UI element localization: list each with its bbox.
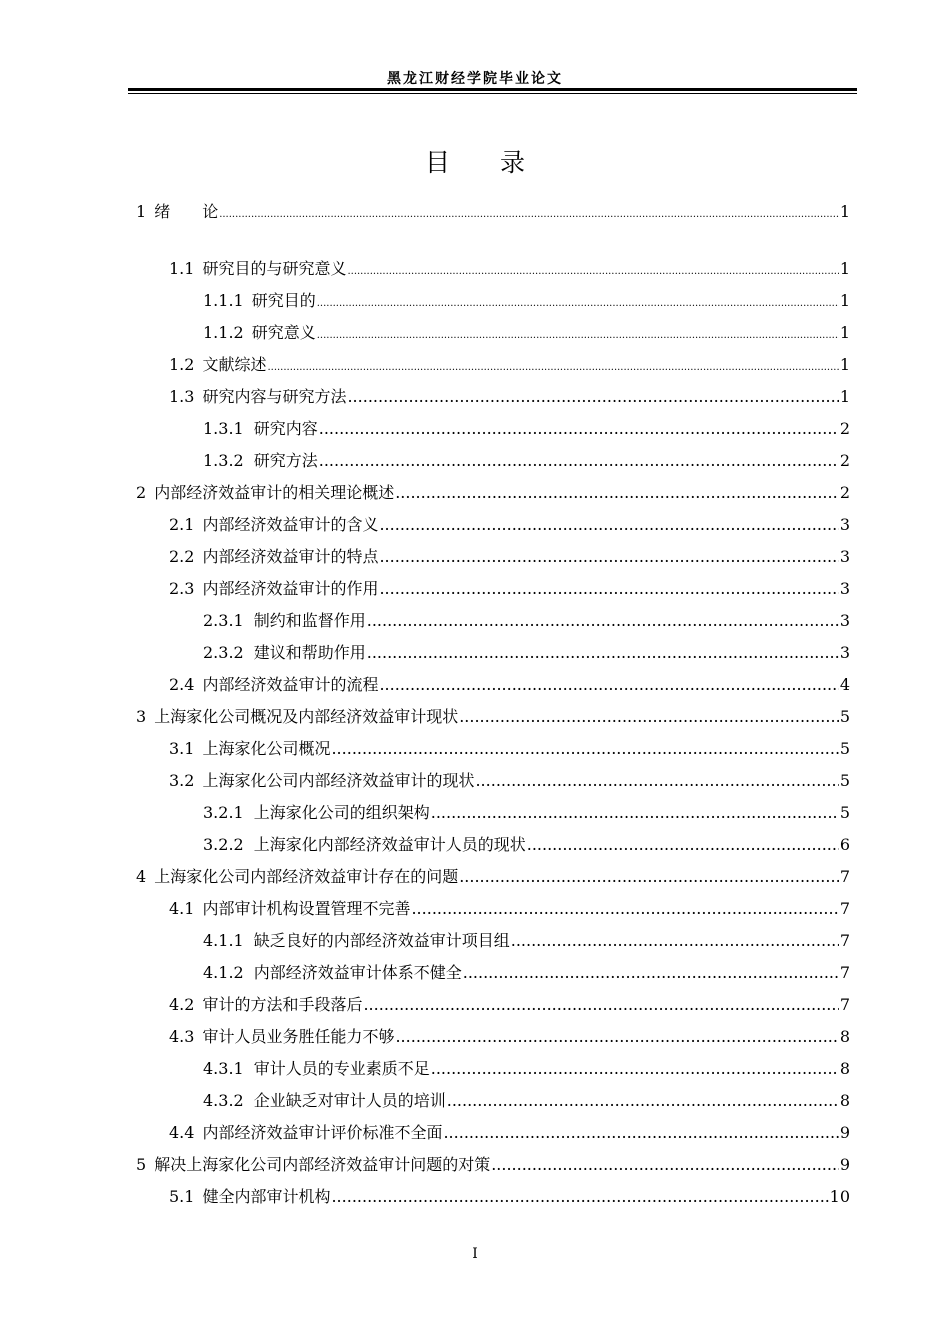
toc-entry-leader — [395, 482, 839, 504]
toc-entry-page: 3 — [839, 643, 850, 662]
toc-entry-page: 10 — [829, 1187, 850, 1206]
toc-entry-label: 审计的方法和手段落后 — [202, 995, 363, 1014]
toc-entry-page: 7 — [839, 931, 850, 950]
toc-entry-leader — [527, 834, 839, 856]
toc-entry-leader — [475, 770, 838, 792]
toc-entry-label: 研究内容 — [253, 419, 318, 438]
toc-entry-page: 4 — [839, 675, 850, 694]
toc-entry-number: 4 — [136, 867, 147, 886]
toc-entry-number: 4.3 — [169, 1027, 195, 1046]
toc-entry-page: 9 — [839, 1123, 850, 1142]
toc-entry[interactable] — [136, 1154, 850, 1176]
toc-entry-label: 内部经济效益审计体系不健全 — [253, 963, 462, 982]
toc-entry-number: 2.4 — [169, 675, 195, 694]
header-title: 黑龙江财经学院毕业论文 — [387, 71, 563, 87]
toc-entry[interactable] — [169, 546, 850, 568]
toc-entry-label: 文献综述 — [202, 355, 267, 374]
toc-entry-page: 7 — [839, 867, 850, 886]
footer-page-number: I — [472, 1246, 478, 1262]
toc-entry-page: 7 — [839, 899, 850, 918]
toc-entry-page: 9 — [839, 1155, 850, 1174]
toc-entry-leader — [379, 514, 838, 536]
toc-entry-leader — [431, 1058, 839, 1080]
toc-entry-label: 上海家化公司的组织架构 — [253, 803, 430, 822]
toc-entry-number: 5.1 — [169, 1187, 195, 1206]
toc-entry[interactable] — [203, 418, 850, 440]
toc-entry-leader — [317, 290, 839, 315]
toc-entry-number: 1.3 — [169, 387, 195, 406]
toc-entry-page: 1 — [839, 259, 850, 278]
toc-entry[interactable] — [203, 290, 850, 312]
toc-entry-number: 1.3.1 — [203, 419, 244, 438]
toc-entry-page: 2 — [839, 451, 850, 470]
toc-entry-page: 1 — [839, 387, 850, 406]
toc-entry-leader — [463, 962, 839, 984]
toc-entry-number: 1.2 — [169, 355, 195, 374]
toc-entry-leader — [347, 386, 838, 408]
toc-entry-number: 4.4 — [169, 1123, 195, 1142]
toc-entry-leader — [367, 642, 839, 664]
toc-entry[interactable] — [203, 642, 850, 664]
toc-entry[interactable] — [203, 834, 850, 856]
toc-entry-number: 2.2 — [169, 547, 195, 566]
toc-entry[interactable] — [169, 898, 850, 920]
toc-entry-label: 上海家化公司内部经济效益审计存在的问题 — [154, 867, 459, 886]
toc-entry-label: 审计人员的专业素质不足 — [253, 1059, 430, 1078]
toc-entry[interactable] — [203, 962, 850, 984]
toc-entry-number: 3 — [136, 707, 147, 726]
toc-title — [0, 143, 950, 179]
toc-entry-page: 1 — [839, 202, 850, 221]
toc-entry[interactable] — [169, 386, 850, 408]
toc-entry-leader — [411, 898, 838, 920]
header-rule-thin — [128, 93, 857, 94]
header-rule-thick — [128, 88, 857, 91]
toc-entry[interactable] — [203, 1090, 850, 1112]
toc-entry[interactable] — [169, 354, 850, 376]
toc-entry[interactable] — [203, 322, 850, 344]
toc-entry-leader — [219, 201, 839, 226]
toc-entry-page: 5 — [839, 707, 850, 726]
toc-entry-leader — [347, 258, 838, 283]
toc-entry-leader — [395, 1026, 838, 1048]
toc-entry-page: 7 — [839, 995, 850, 1014]
toc-entry[interactable] — [203, 610, 850, 632]
toc-entry-number: 1.1.1 — [203, 291, 244, 310]
toc-entry-number: 2.1 — [169, 515, 195, 534]
toc-entry-leader — [443, 1122, 838, 1144]
toc-entry[interactable] — [169, 738, 850, 760]
toc-entry-label: 内部审计机构设置管理不完善 — [202, 899, 411, 918]
toc-entry-label: 上海家化公司内部经济效益审计的现状 — [202, 771, 475, 790]
toc-entry-number: 2.3 — [169, 579, 195, 598]
toc-entry[interactable] — [203, 450, 850, 472]
toc-entry-page: 5 — [839, 803, 850, 822]
toc-entry[interactable] — [136, 866, 850, 888]
toc-entry[interactable] — [203, 802, 850, 824]
toc-entry-number: 2 — [136, 483, 147, 502]
toc-entry-leader — [363, 994, 838, 1016]
toc-entry-leader — [331, 1186, 828, 1208]
toc-entry-number: 4.1.1 — [203, 931, 244, 950]
toc-entry[interactable] — [169, 1026, 850, 1048]
toc-entry[interactable] — [136, 706, 850, 728]
toc-entry-number: 1.1.2 — [203, 323, 244, 342]
toc-entry[interactable] — [169, 514, 850, 536]
toc-entry-page: 1 — [839, 291, 850, 310]
toc-entry-page: 8 — [839, 1059, 850, 1078]
toc-entry-leader — [319, 418, 839, 440]
toc-entry-leader — [367, 610, 839, 632]
toc-entry-label: 研究方法 — [253, 451, 318, 470]
toc-entry-leader — [459, 706, 839, 728]
toc-entry-number: 4.3.1 — [203, 1059, 244, 1078]
toc-entry-leader — [491, 1154, 839, 1176]
toc-entry-leader — [431, 802, 839, 824]
toc-entry-leader — [459, 866, 839, 888]
toc-entry-number: 5 — [136, 1155, 147, 1174]
toc-entry-page: 7 — [839, 963, 850, 982]
toc-entry-label: 绪 论 — [154, 202, 219, 221]
toc-entry-label: 内部经济效益审计的含义 — [202, 515, 379, 534]
toc-entry-leader — [511, 930, 839, 952]
toc-entry[interactable] — [169, 1186, 850, 1208]
toc-entry-label: 缺乏良好的内部经济效益审计项目组 — [253, 931, 510, 950]
toc-entry-page: 8 — [839, 1027, 850, 1046]
toc-entry[interactable] — [203, 1058, 850, 1080]
toc-entry-number: 1.3.2 — [203, 451, 244, 470]
toc-entry-leader — [267, 354, 838, 379]
toc-entry-label: 审计人员业务胜任能力不够 — [202, 1027, 395, 1046]
toc-entry-number: 2.3.2 — [203, 643, 244, 662]
toc-entry-leader — [317, 322, 839, 347]
toc-entry-page: 3 — [839, 515, 850, 534]
toc-entry[interactable] — [136, 482, 850, 504]
toc-entry-number: 4.1 — [169, 899, 195, 918]
toc-entry-number: 4.3.2 — [203, 1091, 244, 1110]
toc-entry-label: 内部经济效益审计评价标准不全面 — [202, 1123, 443, 1142]
toc-entry-label: 研究内容与研究方法 — [202, 387, 347, 406]
toc-entry[interactable] — [169, 674, 850, 696]
toc-entry-page: 2 — [839, 483, 850, 502]
toc-entry-leader — [379, 674, 838, 696]
toc-entry-number: 3.2 — [169, 771, 195, 790]
toc-entry-label: 内部经济效益审计的特点 — [202, 547, 379, 566]
toc-entry-label: 内部经济效益审计的作用 — [202, 579, 379, 598]
toc-entry[interactable] — [169, 578, 850, 600]
toc-entry-leader — [447, 1090, 839, 1112]
toc-entry-number: 4.2 — [169, 995, 195, 1014]
toc-entry[interactable] — [169, 258, 850, 280]
toc-entry-page: 6 — [839, 835, 850, 854]
toc-entry-leader — [379, 578, 838, 600]
toc-entry[interactable] — [169, 770, 850, 792]
toc-entry-label: 研究目的 — [251, 291, 316, 310]
toc-entry-page: 5 — [839, 771, 850, 790]
toc-entry-number: 4.1.2 — [203, 963, 244, 982]
toc-entry-leader — [319, 450, 839, 472]
toc-entry[interactable] — [203, 930, 850, 952]
toc-entry-label: 上海家化内部经济效益审计人员的现状 — [253, 835, 526, 854]
toc-entry-page: 3 — [839, 611, 850, 630]
toc-entry-label: 健全内部审计机构 — [202, 1187, 331, 1206]
toc-entry-label: 企业缺乏对审计人员的培训 — [253, 1091, 446, 1110]
toc-title-char-2: 录 — [500, 148, 526, 177]
toc-entry-number: 1 — [136, 202, 147, 221]
toc-entry[interactable] — [136, 201, 850, 223]
toc-entry[interactable] — [169, 1122, 850, 1144]
toc-entry-number: 3.1 — [169, 739, 195, 758]
toc-entry-leader — [331, 738, 838, 760]
toc-entry-label: 上海家化公司概况 — [202, 739, 331, 758]
toc-entry-label: 研究目的与研究意义 — [202, 259, 347, 278]
toc-entry-page: 5 — [839, 739, 850, 758]
toc-entry-label: 研究意义 — [251, 323, 316, 342]
toc-entry-leader — [379, 546, 838, 568]
toc-entry[interactable] — [169, 994, 850, 1016]
toc-entry-label: 内部经济效益审计的相关理论概述 — [154, 483, 395, 502]
toc-title-char-1: 目 — [424, 148, 450, 177]
toc-entry-label: 制约和监督作用 — [253, 611, 366, 630]
toc-entry-label: 上海家化公司概况及内部经济效益审计现状 — [154, 707, 459, 726]
toc-entry-number: 3.2.2 — [203, 835, 244, 854]
toc-entry-page: 1 — [839, 323, 850, 342]
toc-entry-number: 1.1 — [169, 259, 195, 278]
toc-entry-page: 2 — [839, 419, 850, 438]
toc-entry-label: 解决上海家化公司内部经济效益审计问题的对策 — [154, 1155, 491, 1174]
toc-entry-page: 3 — [839, 547, 850, 566]
toc-entry-number: 2.3.1 — [203, 611, 244, 630]
toc-entry-page: 8 — [839, 1091, 850, 1110]
toc-entry-page: 1 — [839, 355, 850, 374]
toc-entry-label: 建议和帮助作用 — [253, 643, 366, 662]
toc-entry-label: 内部经济效益审计的流程 — [202, 675, 379, 694]
toc-entry-number: 3.2.1 — [203, 803, 244, 822]
toc-entry-page: 3 — [839, 579, 850, 598]
